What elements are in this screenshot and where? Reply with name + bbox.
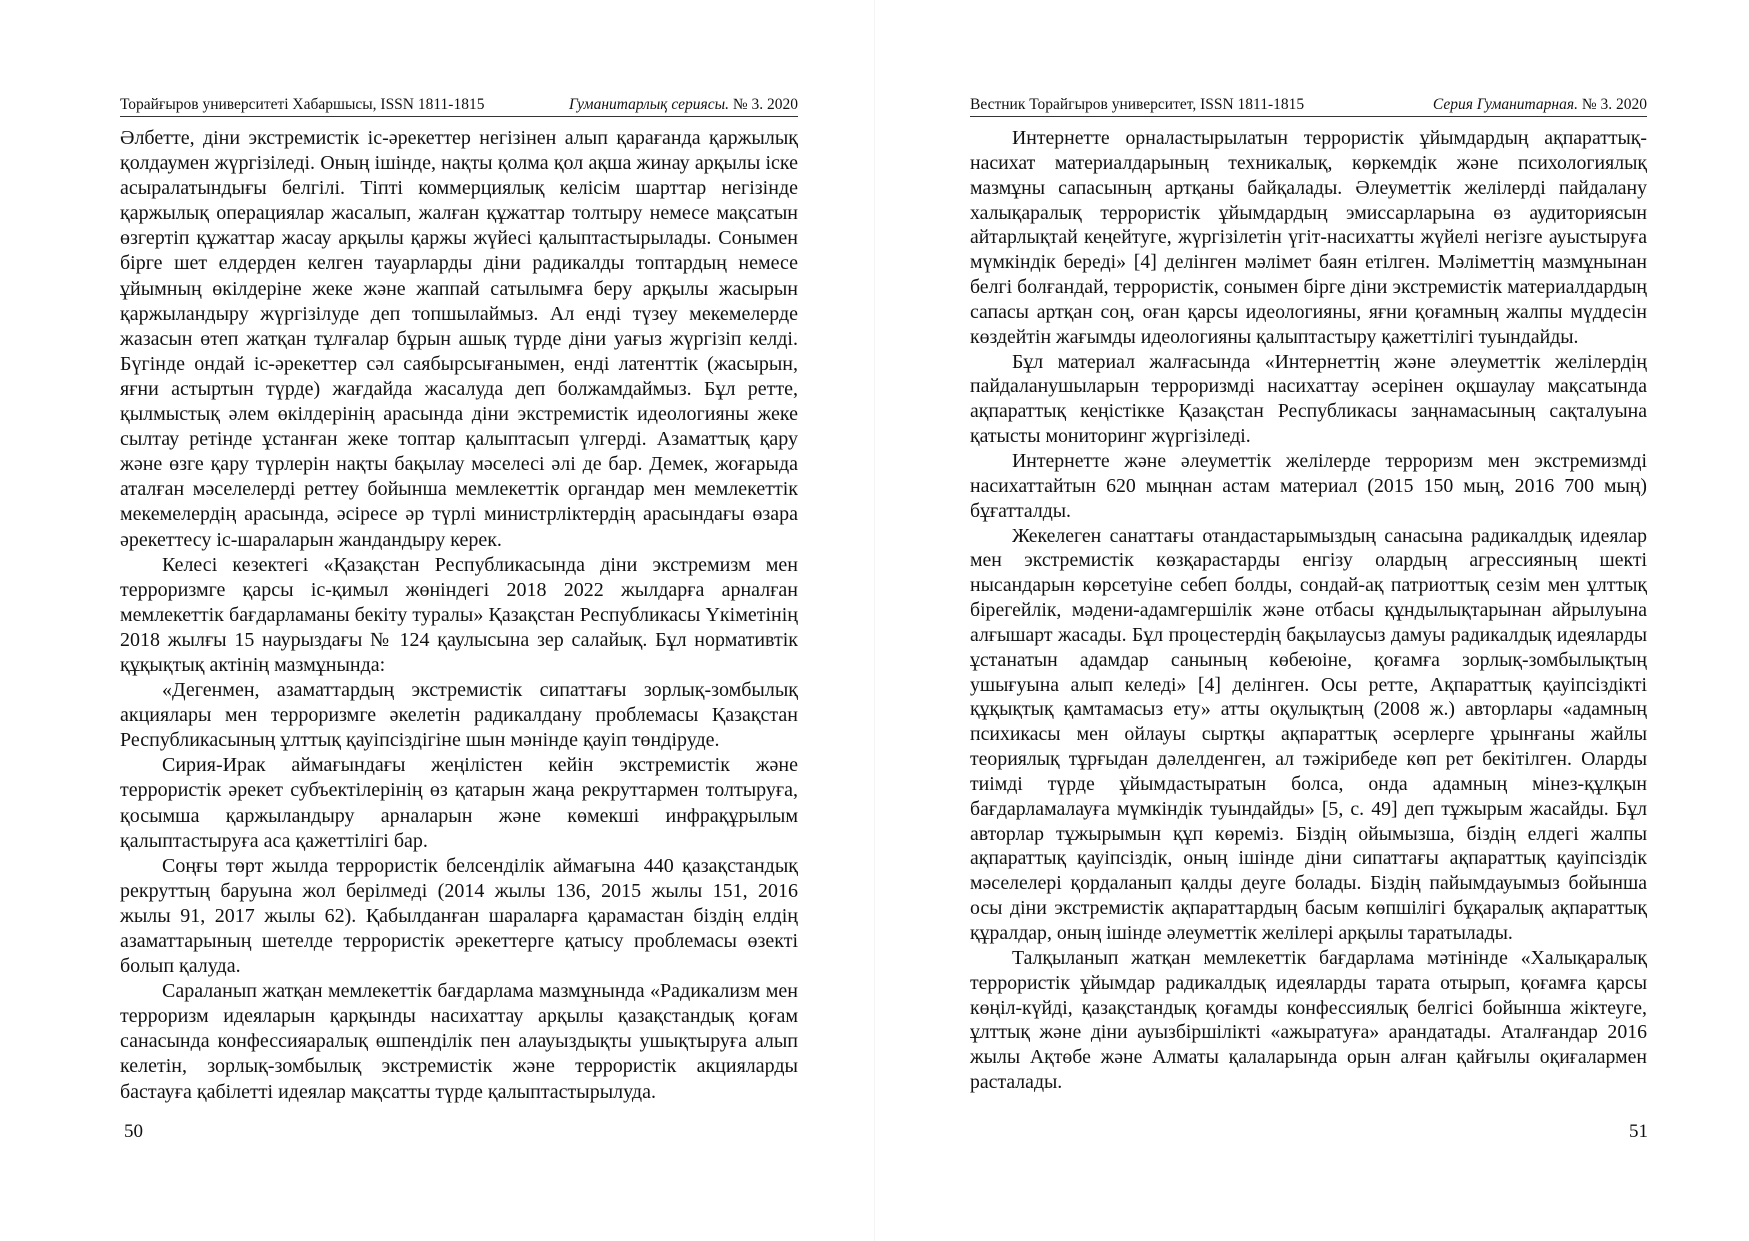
issue-number: № 3. 2020 [1577, 96, 1647, 113]
right-page [875, 0, 1749, 1241]
page-number: 50 [124, 1121, 143, 1142]
paragraph: Соңғы төрт жылда террористік белсенділік аймағына 440 қазақстандық рекруттың баруына жол берілмеді (2014 жылы 136, 2015 жылы 151, 2016 жылы 91, 2017 жылы 62). Қабылданған шараларға қарамастан біздің елдің азаматтарының шетелде террористік әрекеттерге қатысу проблемасы өзекті болып қалуда. [120, 854, 798, 978]
paragraph: Сараланып жатқан мемлекеттік бағдарлама мазмұнында «Радикализм мен терроризм идеяларын қарқынды насихаттау арқылы қазақстандық қоғам санасында конфессияаралық өшпенділік пен алауыздықты ушықтыруға алып келетін, зорлық-зомбылық экстремистік және террористік акцияларды бастауға қабілетті идеялар мақсатты түрде қалыптастырылуда. [120, 980, 798, 1103]
issue-number: № 3. 2020 [728, 96, 798, 113]
running-header [120, 94, 798, 117]
paragraph: Жекелеген санаттағы отандастарымыздың санасына радикалдық идеялар мен экстремистік көзқарастарды енгізу олардың агрессияның шекті нысандарын көрсетуіне себеп болды, сондай-ақ патриоттық сезім мен ұлттық бірегейлік, мәдени-адамгершілік және отбасы құндылықтарынан айрылуына алғышарт жасады. Бұл процестердің бақылаусыз дамуы радикалдық идеяларды ұстанатын адамдар санының көбеюіне, қоғамға зорлық-зомбылықтың ушығуына алып келеді» [4] делінген. Осы ретте, Ақпараттық қауіпсіздікті құқықтық қамтамасыз ету» атты оқулықтың (2008 ж.) авторлары «адамның психикасы мен ойлауы сыртқы ақпараттық әсерлерге ұрынғаны жайлы теориялық тұрғыдан дәлелденген, ал тәжірибеде көп рет бекітілген. Оларды тиімді түрде ұйымдастыратын болса, онда адамның мінез-құлқын бағдарламалауға мүмкіндік туындайды» [5, с. 49] деп тұжырым жасайды. Бұл авторлар тұжырымын құп көреміз. Біздің ойымызша, біздің елдегі жалпы ақпараттық қауіпсіздік, оның ішінде діни сипаттағы ақпараттық қауіпсіздік мәселелері қордаланып қалды деуге болады. Біздің пайымдауымыз бойынша осы діни экстремистік ақпараттардың басым көпшілігі бұқаралық ақпараттық құралдар, оның ішінде әлеуметтік желілері арқылы таратылады. [970, 524, 1647, 944]
journal-title: Торайғыров университеті Хабаршысы, ISSN 1811-1815 [120, 96, 485, 113]
paragraph: Келесі кезектегі «Қазақстан Республикасында діни экстремизм мен терроризмге қарсы іс-қимыл жөніндегі 2018 2022 жылдарға арналған мемлекеттік бағдарламаны бекіту туралы» Қазақстан Республикасы Үкіметінің 2018 жылғы 15 наурыздағы № 124 қаулысына зер салайық. Бұл нормативтік құқықтық актінің мазмұнында: [120, 553, 798, 676]
series-name: Серия Гуманитарная. [1432, 96, 1578, 113]
journal-title: Вестник Торайгыров университет, ISSN 1811-1815 [970, 96, 1305, 113]
running-header [970, 94, 1647, 117]
series-info [1433, 94, 1647, 116]
left-page [0, 0, 874, 1241]
paragraph: Сирия-Ирак аймағындағы жеңілістен кейін экстремистік және террористік әрекет субъектілерінің өз қатарын жаңа рекруттармен толтыруға, қосымша қаржыландыру арналарын және көмекші инфрақұрылым қалыптастыруға аса қажеттілігі бар. [120, 754, 798, 852]
paragraph: Әлбетте, діни экстремистік іс-әрекеттер негізінен алып қарағанда қаржылық қолдаумен жүргізіледі. Оның ішінде, нақты қолма қол ақша жинау арқылы іске асыралатындығы белгілі. Тіпті коммерциялық келісім шарттар негізінде қаржылық операциялар жасалып, жалған құжаттар толтыру немесе мақсатын өзгертіп құжаттар жасау арқылы қаржы жүйесі қалыптастырылады. Сонымен бірге шет елдерден келген тауарларды діни радикалды топтардың немесе ұйымның өкілдеріне жеке және жаппай сатылымға беру арқылы жасырын қаржыландыру жүргізілуде деп топшылаймыз. Ал енді түзеу мекемелерде жазасын өтеп жатқан тұлғалар бұрын ашық түрде діни уағыз жүргізіп келді. Бүгінде ондай іс-әрекеттер сәл саябырсығанымен, енді латенттік (жасырын, яғни астыртын түрде) жағдайда жасалуда деп болжамдаймыз. Бұл ретте, қылмыстық әлем өкілдерінің арасында діни экстремистік идеологияны жеке сылтау ретінде ұстанған жеке топтар қалыптасып үлгерді. Азаматтық қару және өзге қару түрлерін нақты бақылау мәселесі әлі де бар. Демек, жоғарыда аталған мәселелерді реттеу бойынша мемлекеттік органдар мен мемлекеттік мекемелердің арасында, әсіресе әр түрлі министрліктердің арасындағы өзара әрекеттесу іс-шараларын жандандыру керек. [120, 127, 798, 551]
paragraph: «Дегенмен, азаматтардың экстремистік сипаттағы зорлық-зомбылық акциялары мен терроризмге әкелетін радикалдану проблемасы Қазақстан Республикасының ұлттық қауіпсіздігіне шын мәнінде қауіп төндіруде. [120, 679, 798, 752]
paragraph: Бұл материал жалғасында «Интернеттің және әлеуметтік желілердің пайдаланушыларын терроризмді насихаттау әсерінен оқшаулау мақсатында ақпараттық кеңістікке Қазақстан Республикасы заңнамасының сақталуына қатысты мониторинг жүргізіледі. [970, 350, 1647, 448]
page-number: 51 [1629, 1121, 1648, 1142]
series-info [569, 94, 798, 116]
paragraph: Талқыланып жатқан мемлекеттік бағдарлама мәтінінде «Халықаралық террористік ұйымдар радикалдық идеяларды тарата отырып, қоғамға қарсы көңіл-күйді, қазақстандық қоғамды конфессиялық белгісі бойынша жіктеуге, ұлттық және діни ауызбіршілікті «ажыратуға» арандатады. Аталғандар 2016 жылы Ақтөбе және Алматы қалаларында орын алған қайғылы оқиғалармен расталады. [970, 946, 1647, 1094]
paragraph: Интернетте орналастырылатын террористік ұйымдардың ақпараттық-насихат материалдарының техникалық, көркемдік және психологиялық мазмұны сапасының артқаны байқалады. Әлеуметтік желілерді пайдалану халықаралық террористік ұйымдардың эмиссарларына өз аудиториясын айтарлықтай кеңейтуге, жүргізілетін үгіт-насихатты жүйелі негізге ауыстыруға мүмкіндік береді» [4] делінген мәлімет баян етілген. Мәліметтің мазмұнынан белгі болғандай, террористік, сонымен бірге діни экстремистік материалдардың сапасы артқан соң, оған қарсы идеологияны, яғни қоғамның жалпы мүддесін көздейтін жағымды идеологияны қалыптастыру қажеттілігі туындайды. [970, 127, 1647, 348]
series-name: Гуманитарлық сериясы. [569, 96, 729, 113]
body-text [120, 126, 798, 1105]
body-text [970, 126, 1647, 1095]
paragraph: Интернетте және әлеуметтік желілерде терроризм мен экстремизмді насихаттайтын 620 мыңнан астам материал (2015 150 мың, 2016 700 мың) бұғатталды. [970, 449, 1647, 522]
